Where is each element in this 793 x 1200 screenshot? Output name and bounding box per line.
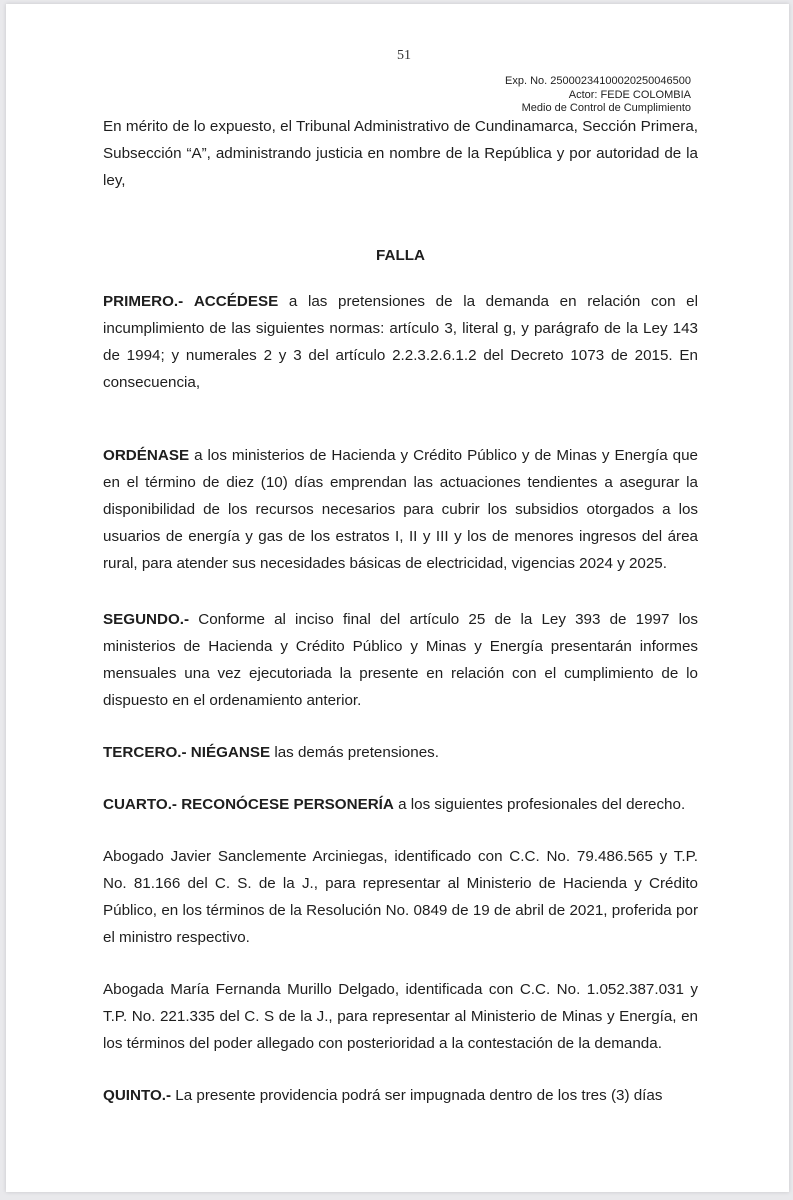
- intro-paragraph: En mérito de lo expuesto, el Tribunal Administrativo de Cundinamarca, Sección Primera, Subsección “A”, administrando justicia en nombre de la República y por autoridad de la ley,: [103, 118, 698, 189]
- tercero-text: las demás pretensiones.: [274, 744, 439, 761]
- cuarto-keyword: RECONÓCESE PERSONERÍA: [181, 796, 394, 813]
- ordenase-paragraph: [103, 442, 698, 577]
- case-header: [505, 75, 691, 116]
- ordenase-text: a los ministerios de Hacienda y Crédito Público y de Minas y Energía que en el término de diez (10) días emprendan las actuaciones tendientes a asegurar la disponibilidad de los recursos necesarios para cubrir los subsidios otorgados a los usuarios de energía y gas de los estratos I, II y III y los de menores ingresos del área rural, para atender sus necesidades básicas de electricidad, vigencias 2024 y 2025.: [103, 447, 698, 572]
- primero-label: PRIMERO.-: [103, 293, 184, 310]
- falla-heading: FALLA: [376, 247, 425, 264]
- abogado2-paragraph: Abogada María Fernanda Murillo Delgado, identificada con C.C. No. 1.052.387.031 y T.P. No. 221.335 del C. S de la J., para representar al Ministerio de Minas y Energía, en los términos del poder allegado con posterioridad a la contestación de la demanda.: [103, 981, 698, 1052]
- case-control-type: Medio de Control de Cumplimiento: [521, 102, 691, 114]
- cuarto-paragraph: [103, 791, 698, 818]
- case-number: Exp. No. 25000234100020250046500: [505, 75, 691, 87]
- primero-text: a las pretensiones de la demanda en relación con el incumplimiento de las siguientes normas: artículo 3, literal g, y parágrafo de la Ley 143 de 1994; y numerales 2 y 3 del artículo 2.2.3.2.6.1.2 del Decreto 1073 de 2015. En consecuencia,: [103, 293, 698, 391]
- quinto-label: QUINTO.-: [103, 1087, 172, 1104]
- cuarto-text: a los siguientes profesionales del derecho.: [398, 796, 686, 813]
- primero-keyword: ACCÉDESE: [193, 293, 279, 310]
- quinto-text: La presente providencia podrá ser impugnada dentro de los tres (3) días: [175, 1087, 663, 1104]
- segundo-paragraph: [103, 606, 698, 714]
- page-number: 51: [397, 48, 411, 63]
- cuarto-label: CUARTO.-: [103, 796, 177, 813]
- segundo-label: SEGUNDO.-: [103, 611, 190, 628]
- tercero-keyword: NIÉGANSE: [190, 744, 271, 761]
- ordenase-keyword: ORDÉNASE: [103, 447, 190, 464]
- abogado1-paragraph: Abogado Javier Sanclemente Arciniegas, identificado con C.C. No. 79.486.565 y T.P. No. 81.166 del C. S. de la J., para representar al Ministerio de Hacienda y Crédito Público, en los términos de la Resolución No. 0849 de 19 de abril de 2021, proferida por el ministro respectivo.: [103, 848, 698, 946]
- quinto-paragraph: [103, 1082, 698, 1109]
- tercero-label: TERCERO.-: [103, 744, 187, 761]
- case-actor: Actor: FEDE COLOMBIA: [568, 88, 691, 101]
- document-page: [6, 4, 789, 1192]
- primero-paragraph: [103, 288, 698, 396]
- document-body: [103, 113, 698, 1109]
- tercero-paragraph: [103, 739, 698, 766]
- segundo-text: Conforme al inciso final del artículo 25 de la Ley 393 de 1997 los ministerios de Hacienda y Crédito Público y Minas y Energía presentarán informes mensuales una vez ejecutoriada la presente en relación con el cumplimiento de lo dispuesto en el ordenamiento anterior.: [103, 611, 698, 709]
